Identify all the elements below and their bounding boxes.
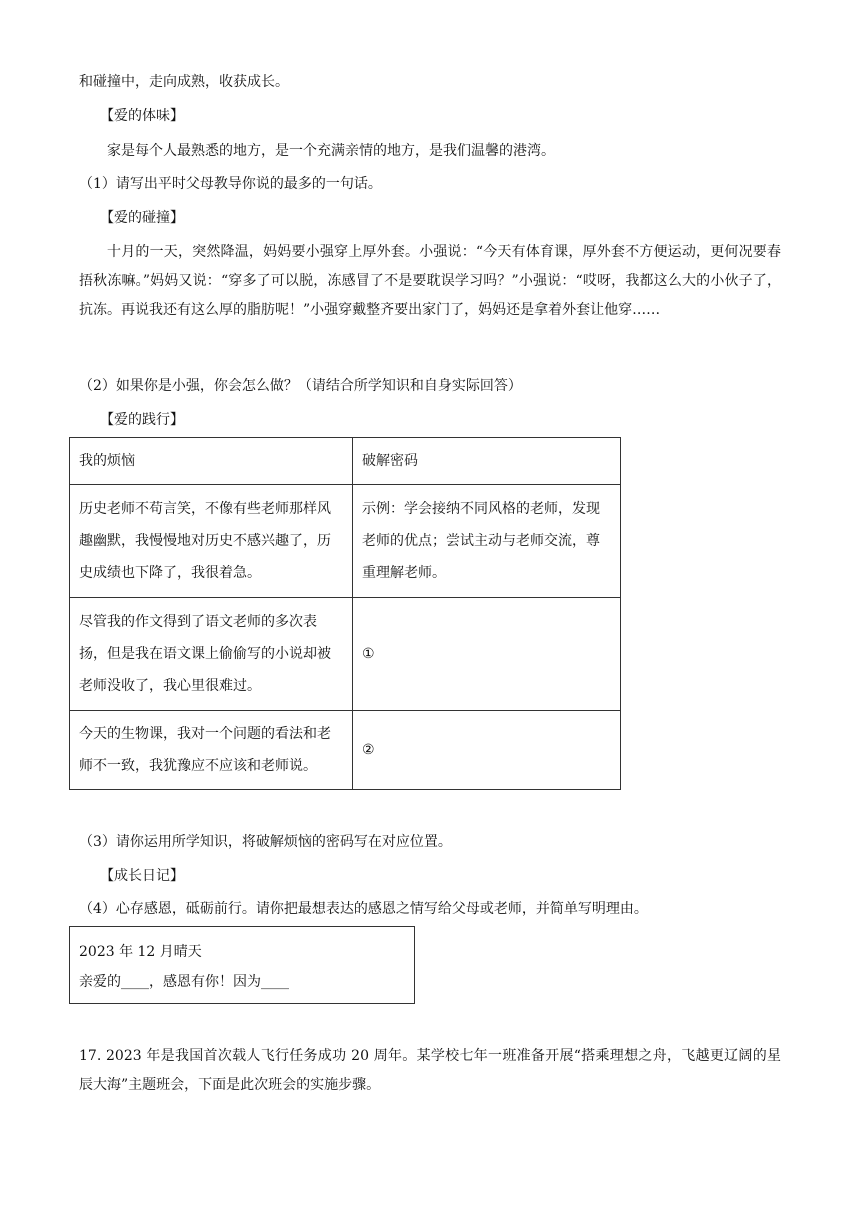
solution-cell: 示例：学会接纳不同风格的老师，发现老师的优点；尝试主动与老师交流，尊重理解老师。	[353, 485, 621, 598]
taste-text: 家是每个人最熟悉的地方，是一个充满亲情的地方，是我们温馨的港湾。	[107, 143, 555, 159]
section-heading-diary: 【成长日记】	[100, 868, 184, 884]
answer-blank-2: ②	[353, 711, 621, 790]
question-2: （2）如果你是小强，你会怎么做？（请结合所学知识和自身实际回答）	[79, 378, 522, 394]
diary-greeting: 亲爱的____，感恩有你！因为____	[79, 974, 289, 990]
table-header-solution: 破解密码	[353, 438, 621, 485]
diary-box	[69, 926, 415, 1004]
diary-date: 2023 年 12 月晴天	[79, 944, 202, 960]
question-4: （4）心存感恩，砥砺前行。请你把最想表达的感恩之情写给父母或老师，并简单写明理由。	[79, 901, 648, 917]
section-heading-collision: 【爱的碰撞】	[100, 210, 184, 226]
question-1: （1）请写出平时父母教导你说的最多的一句话。	[79, 176, 382, 192]
question-17: 17. 2023 年是我国首次载人飞行任务成功 20 周年。某学校七年一班准备开展“搭乘理想之舟，飞越更辽阔的星辰大海”主题班会，下面是此次班会的实施步骤。	[79, 1048, 781, 1093]
trouble-cell: 今天的生物课，我对一个问题的看法和老师不一致，我犹豫应不应该和老师说。	[70, 711, 353, 790]
trouble-cell: 尽管我的作文得到了语文老师的多次表扬，但是我在语文课上偷偷写的小说却被老师没收了，我心里很难过。	[70, 598, 353, 711]
trouble-cell: 历史老师不苟言笑，不像有些老师那样风趣幽默，我慢慢地对历史不感兴趣了，历史成绩也下降了，我很着急。	[70, 485, 353, 598]
table-row	[70, 485, 621, 598]
section-heading-taste: 【爱的体味】	[100, 108, 184, 124]
section-heading-practice: 【爱的践行】	[100, 412, 184, 428]
table-header-trouble: 我的烦恼	[70, 438, 353, 485]
table-header-row	[70, 438, 621, 485]
answer-blank-1: ①	[353, 598, 621, 711]
table-row	[70, 711, 621, 790]
trouble-table	[69, 437, 621, 790]
intro-tail-text: 和碰撞中，走向成熟，收获成长。	[79, 74, 289, 90]
table-row	[70, 598, 621, 711]
collision-story: 十月的一天，突然降温，妈妈要小强穿上厚外套。小强说：“今天有体育课，厚外套不方便运动，更何况要春捂秋冻嘛。”妈妈又说：“穿多了可以脱，冻感冒了不是要耽误学习吗？”小强说：“哎呀，我都这么大的小伙子了，抗冻。再说我还有这么厚的脂肪呢！”小强穿戴整齐要出家门了，妈妈还是拿着外套让他穿……	[79, 244, 781, 318]
question-3: （3）请你运用所学知识，将破解烦恼的密码写在对应位置。	[79, 834, 452, 850]
